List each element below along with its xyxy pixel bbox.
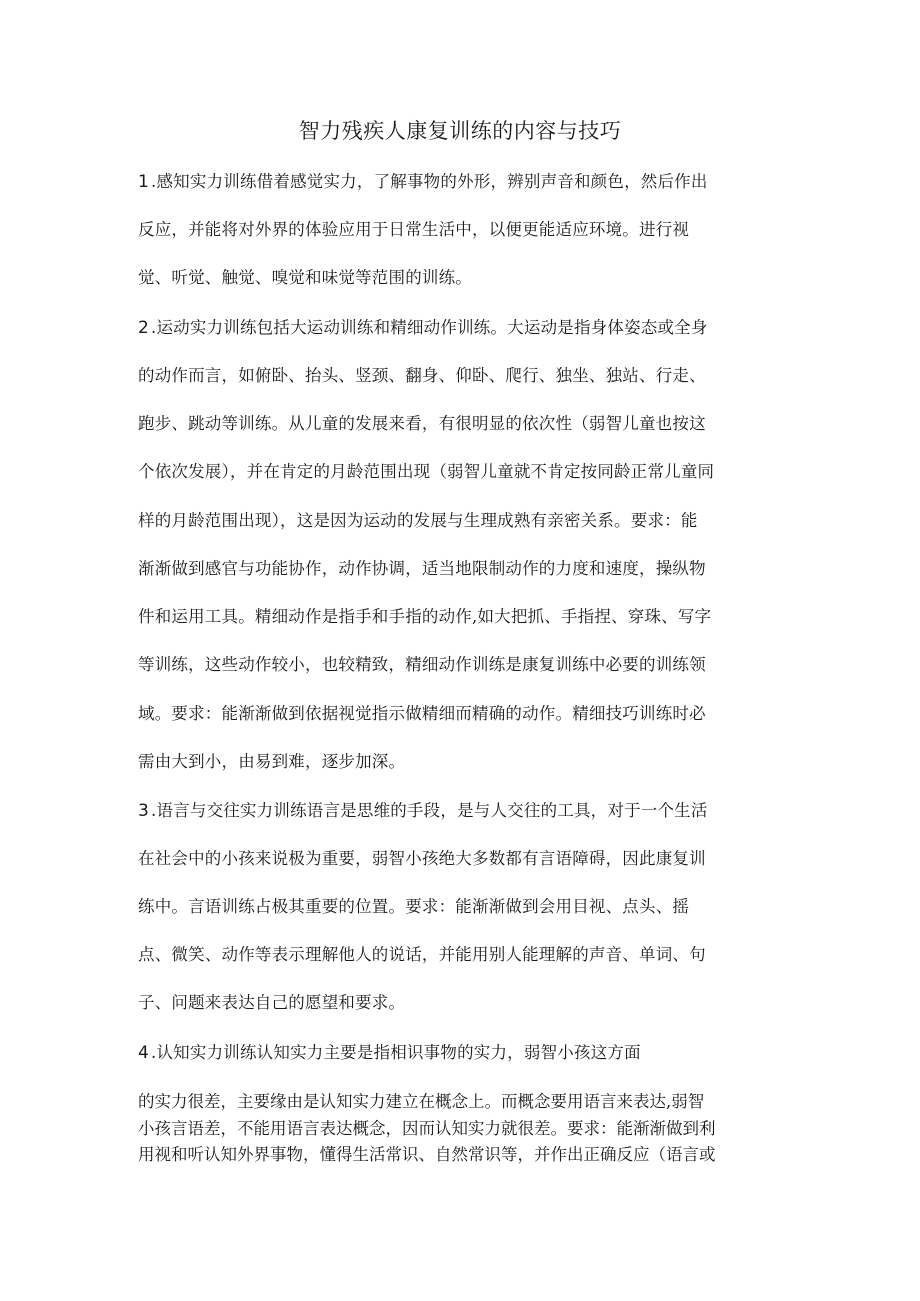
paragraph-number: 3: [138, 801, 150, 821]
line-text: 域。要求：能渐渐做到依据视觉指示做精细而精确的动作。精细技巧训练时必: [138, 704, 706, 723]
paragraph-line: [138, 266, 472, 290]
paragraph-line: [138, 895, 689, 919]
line-text: 练中。言语训练占极其重要的位置。要求：能渐渐做到会用目视、点头、摇: [138, 897, 690, 916]
line-text: 渐渐做到感官与功能协作，动作协调，适当地限制动作的力度和速度，操纵物: [138, 559, 706, 578]
paragraph-line: 用视和听认知外界事物，懂得生活常识、自然常识等，并作出正确反应（语言或: [138, 1145, 716, 1164]
paragraph-line: [138, 653, 706, 677]
line-text: 个依次发展），并在肯定的月龄范围出现（弱智儿童就不肯定按同龄正常儿童同: [138, 462, 715, 481]
paragraph-line: 的实力很差，主要缘由是认知实力建立在概念上。而概念要用语言来表达,弱智: [138, 1092, 705, 1111]
paragraph-line: [138, 991, 405, 1015]
paragraph-line: [138, 218, 689, 242]
line-text: 样的月龄范围出现），这是因为运动的发展与生理成熟有亲密关系。要求：能: [138, 511, 698, 530]
line-text: 的动作而言，如俯卧、抬头、竖颈、翻身、仰卧、爬行、独坐、独站、行走、: [138, 366, 706, 385]
line-text: 跑步、跳动等训练。从儿童的发展来看，有很明显的依次性（弱智儿童也按这: [138, 414, 706, 433]
paragraph-start-line: [138, 316, 708, 340]
paragraph-start-line: [138, 170, 708, 194]
line-text: 件和运用工具。精细动作是指手和手指的动作,如大把抓、手指捏、穿珠、写字: [138, 607, 712, 626]
line-text: 觉、听觉、触觉、嗅觉和味觉等范围的训练。: [138, 268, 472, 287]
paragraph-line: [138, 605, 711, 629]
document-title: 智力残疾人康复训练的内容与技巧: [298, 119, 622, 143]
paragraph-line: [138, 509, 698, 533]
line-text: 反应，并能将对外界的体验应用于日常生活中，以便更能适应环境。进行视: [138, 220, 690, 239]
line-text: 需由大到小，由易到难，逐步加深。: [138, 752, 406, 771]
paragraph-line: [138, 364, 706, 388]
paragraph-start-line: [138, 1041, 641, 1065]
paragraph-line: 小孩言语差，不能用语言表达概念，因而认知实力就很差。要求：能渐渐做到利: [138, 1119, 716, 1138]
line-text: .运动实力训练包括大运动训练和精细动作训练。大运动是指身体姿态或全身: [151, 318, 708, 337]
paragraph-number: 4: [138, 1043, 150, 1063]
paragraph-line: [138, 750, 405, 774]
line-text: 点、微笑、动作等表示理解他人的说话，并能用别人能理解的声音、单词、句: [138, 945, 706, 964]
paragraph-line: [138, 557, 706, 581]
line-text: .语言与交往实力训练语言是思维的手段，是与人交往的工具，对于一个生活: [151, 801, 708, 820]
paragraph-line: [138, 702, 706, 726]
paragraph-line: [138, 460, 714, 484]
line-text: 等训练，这些动作较小，也较精致，精细动作训练是康复训练中必要的训练领: [138, 655, 706, 674]
line-text: 子、问题来表达自己的愿望和要求。: [138, 993, 406, 1012]
paragraph-line: [138, 412, 706, 436]
paragraph-line: [138, 847, 706, 871]
paragraph-number: 1: [138, 172, 150, 192]
paragraph-number: 2: [138, 318, 150, 338]
paragraph-start-line: [138, 799, 708, 823]
paragraph-line: [138, 943, 706, 967]
line-text: .感知实力训练借着感觉实力，了解事物的外形，辨别声音和颜色，然后作出: [151, 172, 708, 191]
line-text: .认知实力训练认知实力主要是指相识事物的实力，弱智小孩这方面: [151, 1043, 641, 1062]
line-text: 在社会中的小孩来说极为重要，弱智小孩绝大多数都有言语障碍，因此康复训: [138, 849, 706, 868]
